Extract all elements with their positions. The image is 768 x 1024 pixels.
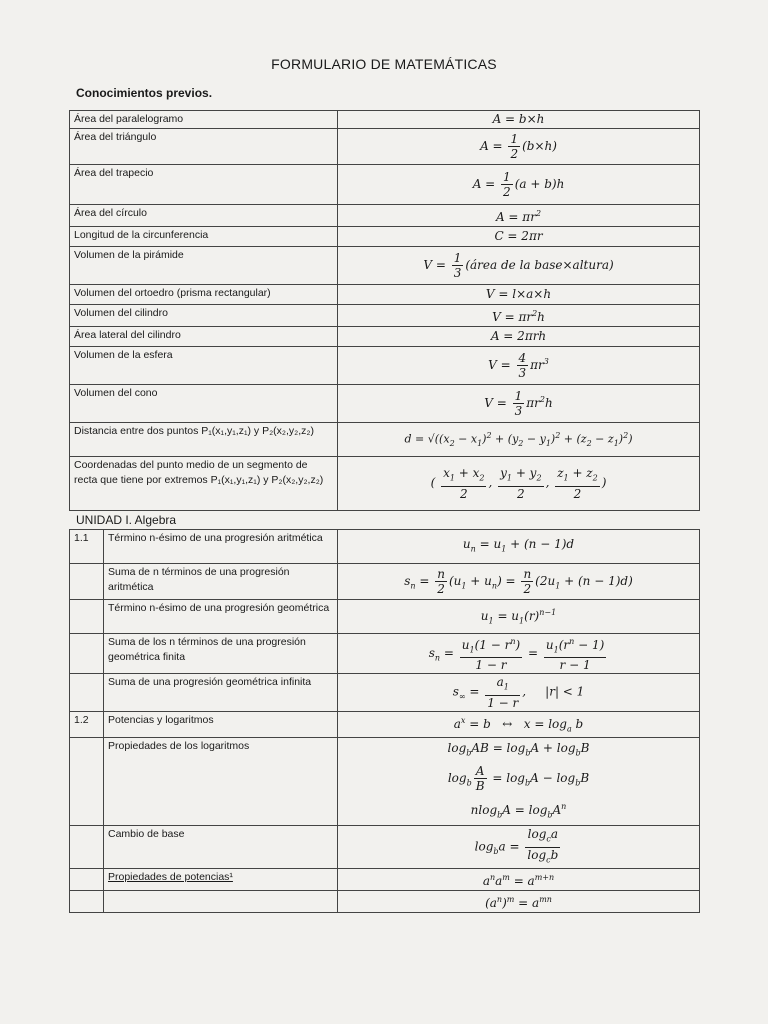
- row-label: Volumen del cilindro: [70, 305, 338, 327]
- section-heading-conocimientos: Conocimientos previos.: [76, 86, 213, 100]
- formula-cell: A = 2πrh: [338, 327, 700, 347]
- formula-cell: $a^x = b$ ↔ $x = \log_a b$: [338, 711, 700, 737]
- table-row: [70, 423, 700, 457]
- formula-cell: C = 2πr: [338, 227, 700, 247]
- row-label: Volumen del cono: [70, 385, 338, 423]
- formula-cell: V = l×a×h: [338, 285, 700, 305]
- table-row: [70, 247, 700, 285]
- row-label: Área del círculo: [70, 205, 338, 227]
- table-row: [70, 129, 700, 165]
- row-label: Área del trapecio: [70, 165, 338, 205]
- section-number: [70, 826, 104, 869]
- row-label: Suma de una progresión geométrica infinita: [104, 674, 338, 711]
- row-label: Área del triángulo: [70, 129, 338, 165]
- table-row: [70, 869, 700, 891]
- table-row: [70, 600, 700, 634]
- section-number: [70, 674, 104, 711]
- table-row: [70, 285, 700, 305]
- formula-cell: V = $\frac{1}{3}$ (área de la base×altura): [338, 247, 700, 285]
- table-row: [70, 564, 700, 600]
- table-row: [70, 457, 700, 511]
- row-label: Suma de n términos de una progresión aritmética: [104, 564, 338, 600]
- table-row: [70, 385, 700, 423]
- row-label: Volumen del ortoedro (prisma rectangular): [70, 285, 338, 305]
- formula-cell: $A = \pi r^2$: [338, 205, 700, 227]
- formula-cell: A = $\frac{1}{2}$ (a + b)h: [338, 165, 700, 205]
- table-row: [70, 530, 700, 564]
- empty-cell: [104, 891, 338, 913]
- section-number: 1.2: [70, 711, 104, 737]
- row-label: Área del paralelogramo: [70, 111, 338, 129]
- row-label: Potencias y logaritmos: [104, 711, 338, 737]
- formula-cell: $u_1 = u_1(r)^{n-1}$: [338, 600, 700, 634]
- formula-cell: $V = \pi r^2h$: [338, 305, 700, 327]
- empty-cell: [70, 891, 104, 913]
- formula-cell: $\log_bAB = \log_bA + \log_bB$ $\log_b$ $\frac{A}{B}$ = $\log_bA - \log_bB$ $nlog_bA = \log_bA^n$: [338, 738, 700, 826]
- table-row: [70, 227, 700, 247]
- row-label: Longitud de la circunferencia: [70, 227, 338, 247]
- row-label: Suma de los n términos de una progresión geométrica finita: [104, 634, 338, 674]
- table-row: [70, 165, 700, 205]
- formula-cell: $u_n = u_1 + (n - 1)d$: [338, 530, 700, 564]
- table-row: [70, 891, 700, 913]
- formula-cell: $s_n$ = $\frac{n}{2}$ $(u_1 + u_n)$ = $\frac{n}{2}$ $(2u_1 + (n - 1)d)$: [338, 564, 700, 600]
- table-row: [70, 305, 700, 327]
- formula-cell: $\log_ba$ = $\frac{\log_ca}{\log_cb}$: [338, 826, 700, 869]
- table-row: [70, 634, 700, 674]
- section-number: 1.1: [70, 530, 104, 564]
- row-label: Propiedades de potencias¹: [104, 869, 338, 891]
- row-label: Término n-ésimo de una progresión geométrica: [104, 600, 338, 634]
- formula-cell: A = $\frac{1}{2}$ (b×h): [338, 129, 700, 165]
- row-label: Cambio de base: [104, 826, 338, 869]
- table-row: [70, 205, 700, 227]
- section-number: [70, 634, 104, 674]
- formula-cell: V = $\frac{1}{3}$ $\pi r^2h$: [338, 385, 700, 423]
- section-number: [70, 564, 104, 600]
- table-row: [70, 347, 700, 385]
- table-row: [70, 674, 700, 711]
- formula-cell: V = $\frac{4}{3}$ $\pi r^3$: [338, 347, 700, 385]
- page-title: FORMULARIO DE MATEMÁTICAS: [271, 56, 497, 72]
- formula-cell: ( $\frac{x_1 + x_2}{2}$ , $\frac{y_1 + y_2}{2}$ , $\frac{z_1 + z_2}{2}$ ): [338, 457, 700, 511]
- formula-cell: $d = √((x_2 - x_1)^2 + (y_2 - y_1)^2 + (z_2 - z_1)^2)$: [338, 423, 700, 457]
- formula-cell: $s_n$ = $\frac{u_1(1 - r^n)}{1 - r}$ = $\frac{u_1(r^n - 1)}{r - 1}$: [338, 634, 700, 674]
- section-number: [70, 869, 104, 891]
- section-number: [70, 600, 104, 634]
- table-row: [70, 738, 700, 826]
- row-label: Término n-ésimo de una progresión aritmética: [104, 530, 338, 564]
- formulas-table-conocimientos: [69, 110, 700, 511]
- section-number: [70, 738, 104, 826]
- row-label: Área lateral del cilindro: [70, 327, 338, 347]
- formula-cell: $(a^n)^m = a^{mn}$: [338, 891, 700, 913]
- table-row: [70, 711, 700, 737]
- table-row: [70, 327, 700, 347]
- section-heading-unidad-1: UNIDAD I. Algebra: [76, 513, 177, 527]
- table-row: [70, 111, 700, 129]
- formulas-table-algebra: [69, 529, 700, 913]
- row-label: Volumen de la pirámide: [70, 247, 338, 285]
- formula-cell: $a^na^m = a^{m+n}$: [338, 869, 700, 891]
- table-row: [70, 826, 700, 869]
- row-label: Propiedades de los logaritmos: [104, 738, 338, 826]
- row-label: Coordenadas del punto medio de un segmento de recta que tiene por extremos P₁(x₁,y₁,z₁) y P₂(x₂,y₂,z₂): [70, 457, 338, 511]
- formula-cell: A = b×h: [338, 111, 700, 129]
- row-label: Distancia entre dos puntos P₁(x₁,y₁,z₁) y P₂(x₂,y₂,z₂): [70, 423, 338, 457]
- row-label: Volumen de la esfera: [70, 347, 338, 385]
- formula-cell: $s_\infty$ = $\frac{a_1}{1 - r}$ , |r| < 1: [338, 674, 700, 711]
